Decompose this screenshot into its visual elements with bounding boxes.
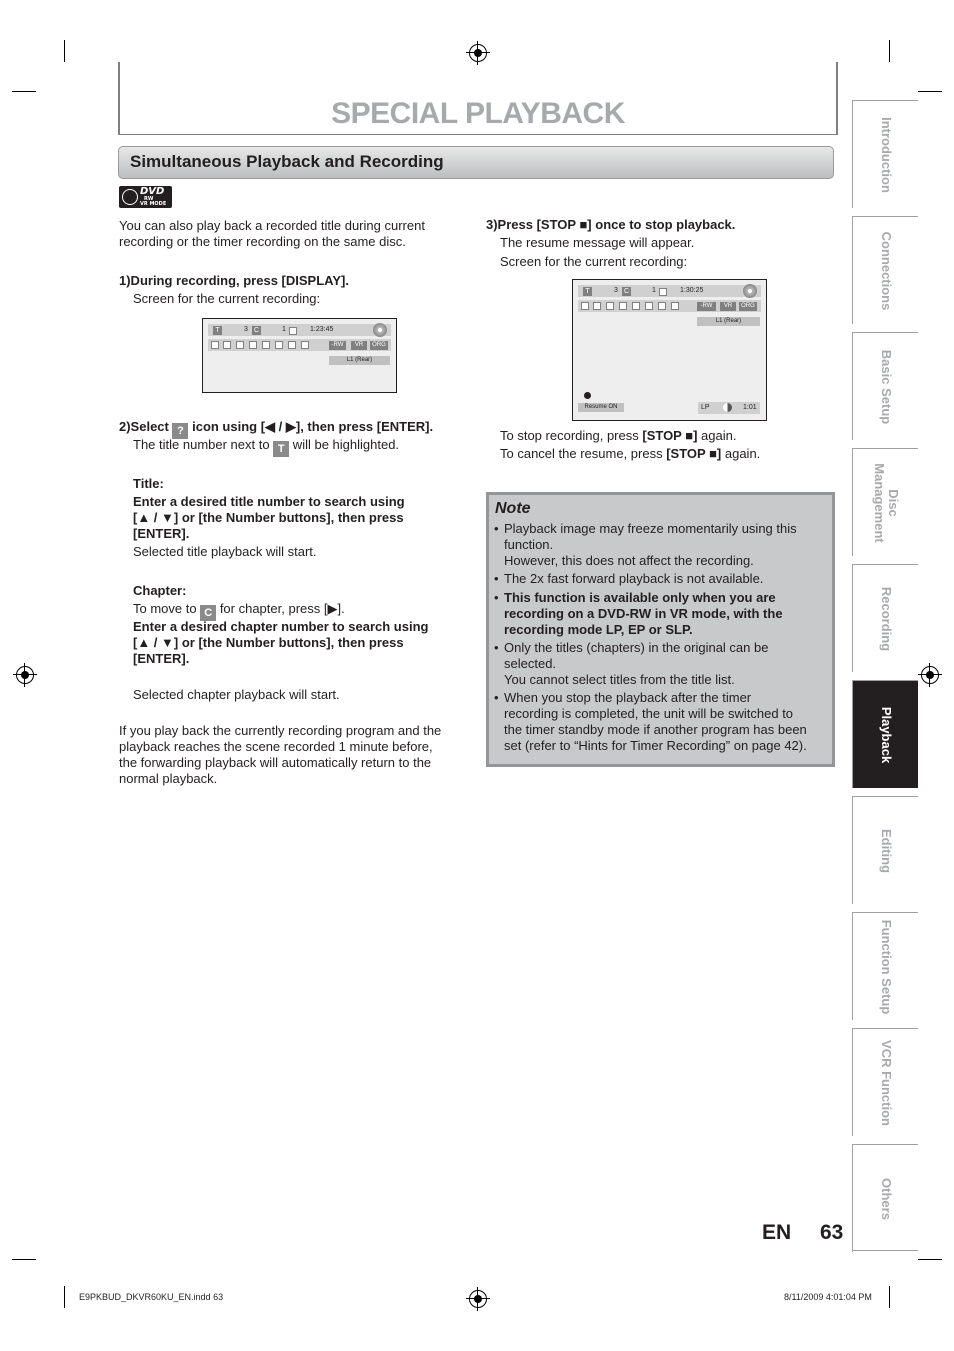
input-tag: L1 (Rear)	[697, 317, 760, 326]
intro-paragraph	[119, 218, 425, 250]
text-span: again.	[697, 428, 737, 443]
note-line: selected.	[504, 656, 557, 671]
text-span: again.	[721, 446, 761, 461]
footer-timestamp: 8/11/2009 4:01:04 PM	[784, 1292, 872, 1302]
remaining-icon	[723, 403, 732, 412]
section-title: Simultaneous Playback and Recording	[130, 152, 444, 171]
tab-others[interactable]	[852, 1144, 918, 1252]
original-tag: ORG	[739, 302, 757, 311]
text-line: [▲ / ▼] or [the Number buttons], then press	[133, 510, 404, 525]
osd-time: 1:30:25	[680, 287, 704, 294]
text-span: To move to	[133, 601, 201, 616]
note-line: recording is completed, the unit will be switched to	[504, 706, 794, 721]
note-line: set (refer to “Hints for Timer Recording” on page 42).	[504, 738, 807, 753]
record-dot-icon	[584, 392, 591, 399]
tab-label: Playback	[878, 706, 894, 763]
cancel-resume-text	[500, 446, 760, 462]
page-number: 63	[820, 1221, 844, 1244]
resume-tag: Resume ON	[578, 403, 624, 412]
repeat-icon	[645, 302, 653, 310]
search-icon: ?	[172, 423, 188, 439]
osd-info-row	[578, 285, 761, 297]
chapter-label: Chapter:	[133, 583, 187, 598]
osd-rec-mode: LP	[701, 404, 710, 411]
text-line: the forwarding playback will automatically return to the	[119, 755, 432, 770]
crop-mark	[64, 40, 65, 62]
text-line: If you play back the currently recording program and the	[119, 723, 442, 738]
crop-mark	[889, 1286, 890, 1308]
rw-logo-text: RW	[144, 196, 154, 202]
step3-sub2: Screen for the current recording:	[500, 254, 688, 269]
bullet-dot-icon: •	[494, 521, 499, 536]
tab-basic-setup[interactable]	[852, 332, 918, 440]
text-span: To cancel the resume, press	[500, 446, 667, 461]
note-line: recording on a DVD-RW in VR mode, with the	[504, 606, 783, 621]
note-line: This function is available only when you are	[504, 590, 776, 605]
picture-icon	[301, 341, 309, 349]
original-tag: ORG	[370, 341, 388, 350]
text-line: recording or the timer recording on the same disc.	[119, 234, 406, 249]
step2-heading	[119, 419, 433, 439]
clock-icon	[289, 327, 297, 335]
osd-screen-1	[202, 318, 397, 393]
text-line: [▲ / ▼] or [the Number buttons], then press	[133, 635, 404, 650]
text-line: Enter a desired title number to search using	[133, 494, 405, 509]
title-label: Title:	[133, 476, 164, 491]
title-marker: T	[583, 287, 592, 296]
crop-mark	[918, 91, 942, 92]
footer-filename: E9PKBUD_DKVR60KU_EN.indd 63	[79, 1292, 224, 1302]
chapter-icon: C	[200, 605, 216, 621]
disc-icon	[743, 284, 757, 298]
title-icon: T	[273, 441, 289, 457]
angle-icon	[632, 302, 640, 310]
tab-disc-management[interactable]	[852, 448, 918, 556]
osd-time: 1:23:45	[310, 326, 334, 333]
note-line: recording mode LP, EP or SLP.	[504, 622, 693, 637]
page-language: EN	[762, 1221, 792, 1244]
subtitle-icon	[236, 341, 244, 349]
text-line: [ENTER].	[133, 651, 190, 666]
text-line: You can also play back a recorded title during current	[119, 218, 425, 233]
subtitle-icon	[606, 302, 614, 310]
note-line: function.	[504, 537, 554, 552]
step2-sub	[133, 437, 399, 457]
crop-mark	[889, 40, 890, 62]
outro-paragraph	[119, 723, 441, 787]
tab-connections[interactable]	[852, 216, 918, 324]
osd-remaining: 1:01	[743, 404, 757, 411]
title-marker: T	[213, 326, 222, 335]
osd-screen-2	[572, 279, 767, 421]
picture-icon	[671, 302, 679, 310]
search-icon	[211, 341, 219, 349]
chapter-icon	[619, 302, 627, 310]
chapter-marker: C	[253, 327, 260, 334]
stop-recording-text	[500, 428, 736, 444]
crop-mark	[64, 1286, 65, 1308]
chapter-instructions	[133, 619, 428, 667]
osd-title-number: 3	[244, 326, 248, 333]
text-span: The title number next to	[133, 437, 274, 452]
repeat-icon	[275, 341, 283, 349]
dvd-rw-vr-mode-icon	[119, 186, 172, 208]
chapter-icon	[249, 341, 257, 349]
tab-vcr-function[interactable]	[852, 1028, 918, 1136]
text-line: [ENTER].	[133, 526, 190, 541]
bullet-dot-icon: •	[494, 640, 499, 655]
osd-title-number: 3	[614, 287, 618, 294]
tab-label: Function Setup	[878, 919, 894, 1014]
tab-label: Connections	[878, 231, 894, 310]
text-span: icon using [◀ / ▶], then press [ENTER].	[188, 419, 434, 434]
tab-recording[interactable]	[852, 564, 918, 672]
audio-icon	[223, 341, 231, 349]
format-tag: VR	[720, 302, 736, 311]
note-title: Note	[495, 500, 531, 517]
note-line: However, this does not affect the recording.	[504, 553, 754, 568]
tab-label: Basic Setup	[878, 349, 894, 424]
disc-type-tag: -RW	[329, 341, 346, 350]
crop-mark	[12, 1259, 36, 1260]
registration-mark-icon	[921, 666, 939, 684]
tab-label: Editing	[878, 828, 894, 873]
tab-function-setup[interactable]	[852, 912, 918, 1020]
text-span: will be highlighted.	[289, 437, 400, 452]
stop-key: [STOP ■]	[642, 428, 698, 443]
tab-label: Others	[878, 1177, 894, 1220]
registration-mark-icon	[469, 44, 487, 62]
text-line: normal playback.	[119, 771, 218, 786]
chapter-result: Selected chapter playback will start.	[133, 687, 340, 702]
input-tag: L1 (Rear)	[329, 356, 390, 365]
title-result: Selected title playback will start.	[133, 544, 317, 559]
tab-introduction[interactable]	[852, 100, 918, 208]
disc-icon	[122, 189, 138, 205]
stop-key: [STOP ■]	[666, 446, 722, 461]
registration-mark-icon	[16, 666, 34, 684]
tab-label-line: Disc	[885, 488, 901, 517]
tab-label	[872, 463, 900, 542]
format-tag: VR	[351, 341, 367, 350]
chapter-marker: C	[623, 288, 630, 295]
note-line: the timer standby mode if another program has been	[504, 722, 807, 737]
tab-divider	[852, 1250, 918, 1251]
disc-icon	[373, 323, 387, 337]
marker-icon	[658, 302, 666, 310]
osd-info-row	[208, 324, 391, 336]
note-line: You cannot select titles from the title list.	[504, 672, 735, 687]
osd-chapter-number: 1	[282, 326, 286, 333]
tab-playback[interactable]	[852, 680, 918, 788]
text-span: 2)Select	[119, 419, 173, 434]
tab-label: VCR Function	[878, 1039, 894, 1126]
note-line: When you stop the playback after the timer	[504, 690, 752, 705]
text-line: Enter a desired chapter number to search using	[133, 619, 429, 634]
angle-icon	[262, 341, 270, 349]
step3-heading: 3)Press [STOP ■] once to stop playback.	[486, 217, 736, 232]
bullet-dot-icon: •	[494, 690, 499, 705]
search-icon	[581, 302, 589, 310]
note-line: Only the titles (chapters) in the original can be	[504, 640, 769, 655]
note-line: The 2x fast forward playback is not available.	[504, 571, 764, 586]
registration-mark-icon	[469, 1290, 487, 1308]
step1-sub: Screen for the current recording:	[133, 291, 321, 306]
dvd-logo-text: DVD	[140, 186, 165, 197]
audio-icon	[593, 302, 601, 310]
disc-type-tag: -RW	[697, 302, 716, 311]
text-span: To stop recording, press	[500, 428, 643, 443]
step1-heading: 1)During recording, press [DISPLAY].	[119, 273, 349, 288]
bullet-dot-icon: •	[494, 571, 499, 586]
text-span: for chapter, press [▶].	[216, 601, 345, 616]
step3-sub1: The resume message will appear.	[500, 235, 695, 250]
vr-mode-logo-text: VR MODE	[140, 201, 167, 207]
crop-mark	[12, 91, 36, 92]
page-title: SPECIAL PLAYBACK	[331, 97, 625, 130]
tab-editing[interactable]	[852, 796, 918, 904]
clock-icon	[659, 288, 667, 296]
tab-label: Recording	[878, 586, 894, 651]
crop-mark	[918, 1259, 942, 1260]
marker-icon	[288, 341, 296, 349]
text-line: playback reaches the scene recorded 1 minute before,	[119, 739, 433, 754]
note-line: Playback image may freeze momentarily using this	[504, 521, 797, 536]
title-instructions	[133, 494, 405, 542]
tab-label-line: Management	[871, 462, 887, 543]
chapter-move	[133, 601, 345, 621]
osd-chapter-number: 1	[652, 287, 656, 294]
bullet-dot-icon: •	[494, 590, 499, 605]
tab-label: Introduction	[878, 116, 894, 193]
